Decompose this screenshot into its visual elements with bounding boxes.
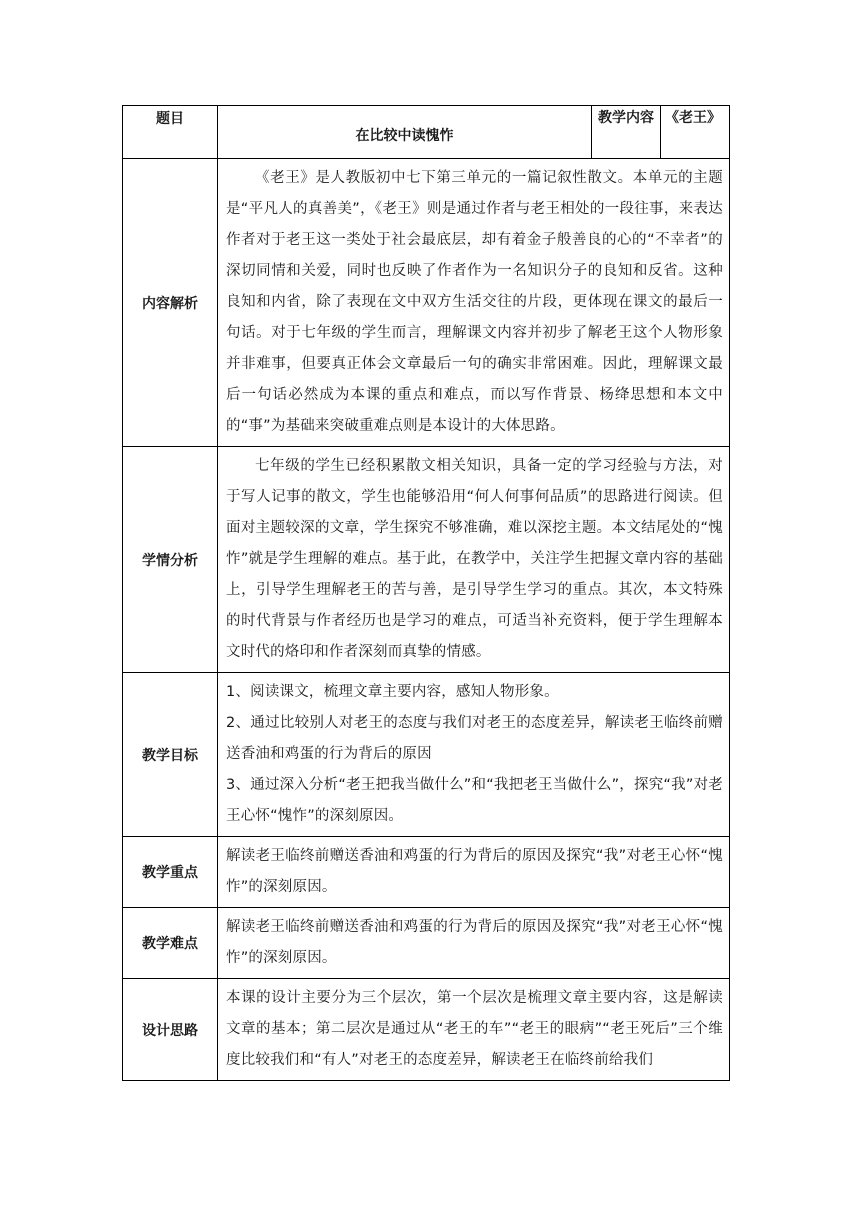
paragraph: 本课的设计主要分为三个层次，第一个层次是梳理文章主要内容，这是解读文章的基本；第二层次是通过从“老王的车”“老王的眼病”“老王死后”三个维度比较我们和“有人”对老王的态度差异，解读老王在临终前给我们 (226, 990, 723, 1068)
row-label: 教学难点 (123, 908, 218, 979)
row-label: 教学目标 (123, 673, 218, 837)
header-row (123, 106, 730, 159)
row-content (218, 447, 730, 673)
row-label: 学情分析 (123, 447, 218, 673)
paragraph: 解读老王临终前赠送香油和鸡蛋的行为背后的原因及探究“我”对老王心怀“愧怍”的深刻原因。 (226, 848, 723, 895)
paragraph: 《老王》是人教版初中七下第三单元的一篇记叙性散文。本单元的主题是“平凡人的真善美”，《老王》则是通过作者与老王相处的一段往事，来表达作者对于老王这一类处于社会最底层，却有着金子般善良的心的“不幸者”的深切同情和关爱，同时也反映了作者作为一名知识分子的良知和反省。这种良知和内省，除了表现在文中双方生活交往的片段，更体现在课文的最后一句话。对于七年级的学生而言，理解课文内容并初步了解老王这个人物形象并非难事，但要真正体会文章最后一句的确实非常困难。因此，理解课文最后一句话必然成为本课的重点和难点，而以写作背景、杨绛思想和本文中的“事”为基础来突破重难点则是本设计的大体思路。 (226, 170, 723, 434)
key-points-row (123, 837, 730, 908)
row-content (218, 159, 730, 447)
subject-label: 教学内容 (592, 106, 661, 159)
row-label: 设计思路 (123, 979, 218, 1081)
lesson-plan-table (122, 105, 730, 1081)
difficult-points-row (123, 908, 730, 979)
teaching-goals-row (123, 673, 730, 837)
topic-title: 在比较中读愧怍 (218, 106, 592, 159)
row-label: 教学重点 (123, 837, 218, 908)
goal-item: 1、阅读课文，梳理文章主要内容，感知人物形象。 (226, 684, 559, 700)
goal-item: 2、通过比较别人对老王的态度与我们对老王的态度差异，解读老王临终前赠送香油和鸡蛋的行为背后的原因 (226, 715, 723, 762)
row-content (218, 837, 730, 908)
design-approach-row (123, 979, 730, 1081)
row-label: 内容解析 (123, 159, 218, 447)
content-analysis-row (123, 159, 730, 447)
row-content (218, 673, 730, 837)
topic-label: 题目 (123, 106, 218, 159)
subject-value: 《老王》 (661, 106, 730, 159)
paragraph: 七年级的学生已经积累散文相关知识，具备一定的学习经验与方法，对于写人记事的散文，学生也能够沿用“何人何事何品质”的思路进行阅读。但面对主题较深的文章，学生探究不够准确，难以深挖主题。本文结尾处的“愧怍”就是学生理解的难点。基于此，在教学中，关注学生把握文章内容的基础上，引导学生理解老王的苦与善，是引导学生学习的重点。其次，本文特殊的时代背景与作者经历也是学习的难点，可适当补充资料，便于学生理解本文时代的烙印和作者深刻而真挚的情感。 (226, 458, 723, 660)
student-analysis-row (123, 447, 730, 673)
goal-item: 3、通过深入分析“老王把我当做什么”和“我把老王当做什么”，探究“我”对老王心怀“愧怍”的深刻原因。 (226, 777, 723, 824)
row-content (218, 908, 730, 979)
row-content (218, 979, 730, 1081)
paragraph: 解读老王临终前赠送香油和鸡蛋的行为背后的原因及探究“我”对老王心怀“愧怍”的深刻原因。 (226, 919, 723, 966)
